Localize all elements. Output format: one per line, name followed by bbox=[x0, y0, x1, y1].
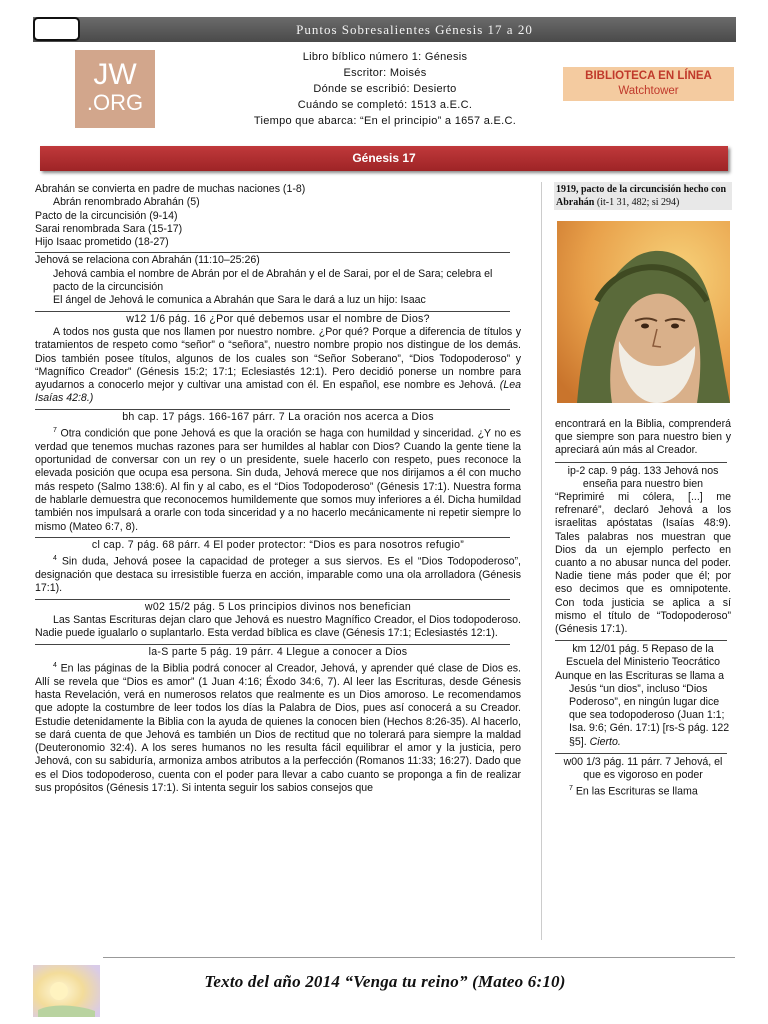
reference-heading[interactable]: bh cap. 17 págs. 166-167 párr. 7 La oración nos acerca a Dios bbox=[122, 410, 434, 423]
divider bbox=[35, 599, 510, 600]
section-title-bar bbox=[40, 146, 728, 171]
reference-text: En las páginas de la Biblia podrá conocer al Creador, Jehová, y aprender qué clase de Dios es. Allí se revela que “Dios es amor” (1 Juan 4:16; Éxodo 34:6, 7). Al leer las Escrituras, desde Génesis hasta Revelación, verá en numerosos relatos que realmente es un Dios amoroso. Le recomendamos que adopte la costumbre de leer todos los días la Palabra de Dios, pues así conocerá a su Creador. Estudie detenidamente la Biblia con la ayuda de quienes la conocen bien (Hechos 8:26-35). Al hacerlo, se dará cuenta de que Jehová es también un Dios de rectitud que no tolerará para siempre la maldad (Deuteronomio 32:4). A los seres humanos no les resulta fácil equilibrar el amor y la justicia, pero Jehová, con su sabiduría, armoniza ambos atributos a la perfección (Romanos 11:33; 16:27). Dado que es el Dios todopoderoso, cuenta con el poder para llevar a cabo cuanto se proponga a fin de realizar sus propósitos (Génesis 17:1). Si intenta seguir los sabios consejos que bbox=[35, 662, 521, 795]
divider bbox=[35, 409, 510, 410]
reference-text: En las Escrituras se llama bbox=[575, 785, 698, 798]
reference-body bbox=[35, 659, 521, 796]
section-title: Génesis 17 bbox=[352, 151, 416, 165]
logo-line1: JW bbox=[93, 58, 137, 91]
reference-body bbox=[555, 670, 731, 749]
reference-heading[interactable]: km 12/01 pág. 5 Repaso de la Escuela del Ministerio Teocrático bbox=[565, 643, 721, 669]
caption-ref: (it-1 31, 482; si 294) bbox=[596, 197, 680, 208]
reference-body bbox=[555, 782, 731, 799]
reference-body: Las Santas Escrituras dejan claro que Jehová es nuestro Magnífico Creador, el Dios todopoderoso. Nadie puede igualarlo o suplantarlo. Esta verdad bíblica es clave (Génesis 17:1; Eclesiastés 12:1). bbox=[35, 613, 521, 640]
divider bbox=[555, 640, 727, 641]
reference-text: Otra condición que pone Jehová es que la oración se haga con humildad y sinceridad. ¿Y no es verdad que tenemos muchas razones para ser humildes al hablar con Dios? Cuando la gente tiene la oportunidad de conversar con un rey o un presidente, suele hacerlo con respeto, pues reconoce la elevada posición que ocupa esa persona. Sin duda, Jehová merece que nos dirijamos a él con mucho más respeto (Salmo 138:6). Al fin y al cabo, es el “Dios Todopoderoso” (Génesis 17:1). Nuestra forma de hablarle demuestra que reconocemos humildemente que somos muy inferiores a él. Dicha humildad también nos impulsará a orarle con toda sinceridad y a no hacerlo mecánicamente ni repetir siempre lo mismo (Mateo 6:7, 8). bbox=[35, 427, 521, 533]
reference-heading[interactable]: cl cap. 7 pág. 68 párr. 4 El poder protector: “Dios es para nosotros refugio” bbox=[91, 538, 465, 551]
outline-item: Abrahán se convierta en padre de muchas naciones (1-8) bbox=[35, 183, 306, 195]
side-column bbox=[555, 418, 731, 799]
divider bbox=[555, 753, 727, 754]
book-info-line: Tiempo que abarca: “En el principio” a 1657 a.E.C. bbox=[253, 115, 517, 127]
library-label: BIBLIOTECA EN LÍNEA bbox=[585, 70, 712, 82]
year-text: Texto del año 2014 “Venga tu reino” (Mateo 6:10) bbox=[204, 972, 566, 991]
reference-body bbox=[35, 552, 521, 595]
footer-decorative-image bbox=[33, 965, 100, 1017]
reference-text: A todos nos gusta que nos llamen por nuestro nombre. ¿Por qué? Porque a diferencia de títulos y tratamientos de respeto como “señor” o “señora”, nuestro nombre propio nos distingue de los demás. Dios también posee títulos, algunos de los cuales son “Señor Soberano”, “Dios Todopoderoso” y “Magnífico Creador” (Génesis 15:2; 17:1; Eclesiastés 12:1). Pero decidió ponerse un nombre para ayudarnos a conocerlo mejor y cultivar una amistad con él. En español, ese nombre es Jehová. bbox=[35, 325, 521, 392]
subsection-item: Jehová cambia el nombre de Abrán por el de Abrahán y el de Sarai, por el de Sara; celebra el pacto de la circuncisión bbox=[53, 267, 493, 294]
reference-heading[interactable]: w00 1/3 pág. 11 párr. 7 Jehová, el que es vigoroso en poder bbox=[563, 755, 723, 782]
main-column bbox=[35, 183, 521, 795]
abraham-portrait-image bbox=[557, 221, 730, 403]
header-title: Puntos Sobresalientes Génesis 17 a 20 bbox=[296, 22, 533, 37]
book-info bbox=[200, 49, 570, 129]
reference-heading[interactable]: w12 1/6 pág. 16 ¿Por qué debemos usar el nombre de Dios? bbox=[126, 312, 430, 325]
divider bbox=[555, 462, 727, 463]
reference-heading[interactable]: la-S parte 5 pág. 19 párr. 4 Llegue a conocer a Dios bbox=[148, 645, 408, 658]
caption-title: 1919, pacto de la circuncisión hecho con Abrahán bbox=[556, 184, 727, 208]
paragraph-number: 4 bbox=[53, 555, 57, 563]
logo-line2: .ORG bbox=[86, 90, 144, 115]
paragraph-number: 7 bbox=[569, 785, 573, 793]
reference-text: Aunque en las Escrituras se llama a Jesús “un dios”, incluso “Dios Poderoso”, en ningún lugar dice que sea todopoderoso (Juan 1:1; Isa. 9:6; Gén. 17:1) [rs-S pág. 122 §5]. bbox=[555, 669, 730, 748]
continued-text: encontrará en la Biblia, comprenderá que siempre son para nuestro bien y apreciará aún más al Creador. bbox=[555, 418, 731, 457]
jw-org-logo[interactable] bbox=[75, 50, 155, 128]
paragraph-number: 4 bbox=[53, 661, 57, 669]
reference-heading[interactable]: w02 15/2 pág. 5 Los principios divinos nos benefician bbox=[144, 600, 412, 613]
column-divider bbox=[541, 182, 542, 940]
divider bbox=[35, 252, 510, 253]
reference-heading[interactable]: ip-2 cap. 9 pág. 133 Jehová nos enseña para nuestro bien bbox=[567, 464, 719, 490]
reference-italic: (Lea Isaías 42:8.) bbox=[35, 379, 521, 405]
divider bbox=[35, 311, 510, 312]
header-title-bar bbox=[33, 17, 736, 42]
subsection-item: El ángel de Jehová le comunica a Abrahán que Sara le dará a luz un hijo: Isaac bbox=[53, 294, 426, 307]
image-caption bbox=[554, 182, 732, 210]
divider bbox=[35, 537, 510, 538]
online-library-link[interactable] bbox=[563, 67, 734, 101]
outline-item: Abrán renombrado Abrahán (5) bbox=[53, 196, 200, 209]
reference-body bbox=[35, 326, 521, 406]
book-info-line: Cuándo se completó: 1513 a.E.C. bbox=[297, 99, 473, 111]
header-tab-box bbox=[33, 17, 80, 41]
book-info-line: Dónde se escribió: Desierto bbox=[313, 83, 457, 95]
paragraph-number: 7 bbox=[53, 427, 57, 435]
book-info-line: Libro bíblico número 1: Génesis bbox=[302, 51, 468, 63]
library-sublabel: Watchtower bbox=[618, 85, 679, 97]
reference-body bbox=[35, 424, 521, 534]
outline-item: Sarai renombrada Sara (15-17) bbox=[35, 222, 183, 235]
divider bbox=[35, 644, 510, 645]
footer-divider bbox=[103, 957, 735, 958]
outline-item: Hijo Isaac prometido (18-27) bbox=[35, 236, 169, 249]
book-info-line: Escritor: Moisés bbox=[343, 67, 427, 79]
reference-italic: Cierto. bbox=[589, 735, 621, 748]
outline-item: Pacto de la circuncisión (9-14) bbox=[35, 209, 178, 222]
reference-body: “Reprimiré mi cólera, [...] me refrenaré”, declaró Jehová a los israelitas apóstatas (Isaías 48:9). Tales palabras nos muestran que Dios da un ejemplo perfecto en cuanto a no abusar nunca del poder. Nadie tiene más poder que él; por eso decimos que es omnipotente. Con toda justicia se aplica a sí mismo el título de “Todopoderoso” (Génesis 17:1). bbox=[555, 491, 731, 636]
reference-text: Sin duda, Jehová posee la capacidad de proteger a sus siervos. Es el “Dios Todopoderoso”, designación que destaca su irresistible fuerza en acción, imparable como una ola arrolladora (Génesis 17:1). bbox=[35, 555, 521, 595]
subsection-heading: Jehová se relaciona con Abrahán (11:10–25:26) bbox=[35, 254, 260, 267]
